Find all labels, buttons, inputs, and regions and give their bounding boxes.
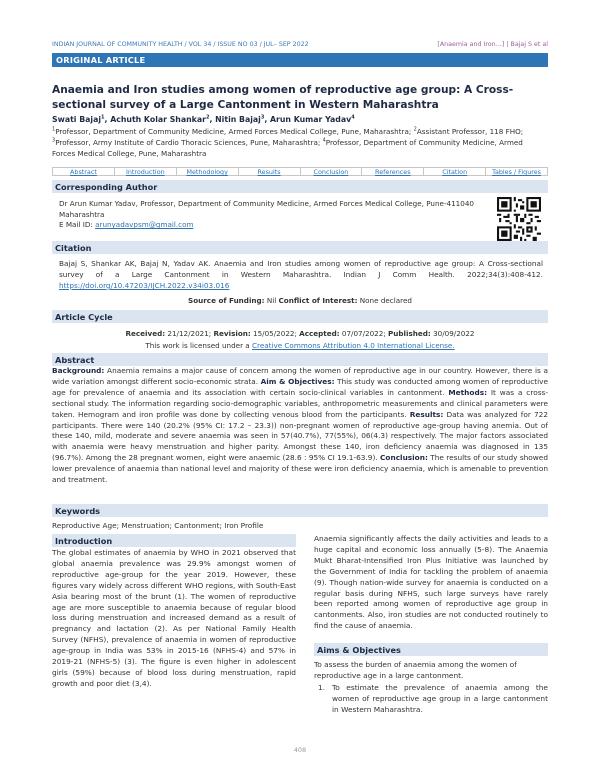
affiliation: Professor, Army Institute of Cardio Thoracic Sciences, Pune, Maharashtra;	[55, 137, 323, 147]
author-name: Arun Kumar Yadav	[270, 115, 352, 124]
citation-body: Bajaj S, Shankar AK, Bajaj N, Yadav AK. Anaemia and Iron studies among women of reproductive age group: A Cross-sectional survey of a Large Cantonment in Western Maharashtra. Indian J Comm Health. 2022;34(3):408-412.	[59, 259, 543, 279]
conflict-value: None declared	[357, 296, 412, 305]
methods-label: Methods:	[448, 387, 488, 397]
background-text: Anaemia remains a major cause of concern among the women of reproductive age in our country. However, there is a wide variation amongst different socio-economic strata.	[52, 366, 548, 386]
running-title: [Anaemia and Iron…] | Bajaj S et al	[437, 41, 548, 48]
keywords-heading: Keywords	[52, 504, 548, 517]
affil-sup: 4	[322, 137, 326, 144]
license-line	[52, 341, 548, 350]
results-text: Data was analyzed for 722 participants. There were 140 (20.2% (95% CI: 17.2 – 23.3)) non-pregnant women of reproductive age-group having anemia. Out of these 140, mild, moderate and severe anaemia was seen in 57(40.7%), 77(55%), 06(4.3) respectively. The major factors associated with anaemia were heavy menstruation and higher parity. Amongst these 140, iron deficiency anaemia was diagnosed in 135 (96.7%). Among the 28 pregnant women, eight were anaemic (28.6 : 95% CI 19.1-63.9).	[52, 409, 548, 463]
aims-heading: Aims & Objectives	[314, 643, 548, 656]
author-sup: 3	[260, 114, 265, 121]
nav-tab-introduction[interactable]: Introduction	[115, 168, 177, 175]
affiliation: Professor, Department of Community Medicine, Armed Forces Medical College, Pune, Maharashtra	[52, 137, 523, 158]
running-header	[52, 41, 548, 51]
nav-tab-conclusion[interactable]: Conclusion	[301, 168, 363, 175]
accepted-label: Accepted:	[299, 329, 340, 338]
corresponding-author-details	[59, 199, 479, 231]
nav-tab-citation[interactable]: Citation	[424, 168, 486, 175]
accepted-date: 07/07/2022;	[339, 329, 389, 338]
background-label: Background:	[52, 366, 105, 375]
methods-text: It was a cross-sectional study. The information regarding socio-demographic variables, anthropometric measurements and clinical parameters were taken. Hemogram and iron profile was done by collecting venous blood from the participants.	[52, 387, 548, 419]
article-title: Anaemia and Iron studies among women of reproductive age group: A Cross-sectional survey of a Large Cantonment in Western Maharashtra	[52, 84, 514, 111]
license-prefix: This work is licensed under a	[145, 341, 252, 350]
affiliation: Assistant Professor, 118 FHO;	[416, 127, 524, 136]
aims-intro: To assess the burden of anaemia among the women of reproductive age in a large cantonment.	[314, 660, 517, 680]
abstract-heading: Abstract	[52, 353, 548, 366]
section-nav	[52, 167, 548, 176]
received-label: Received:	[125, 329, 166, 338]
conclusion-text: The results of our study showed lower prevalence of anaemia than national level and majority of these were iron deficiency anaemia, which is amenable to prevention and treatment.	[52, 453, 548, 485]
author-sup: 2	[205, 114, 210, 121]
page-number: 408	[293, 746, 307, 754]
author-sup: 1	[101, 114, 105, 121]
revision-label: Revision:	[213, 329, 251, 338]
nav-tab-results[interactable]: Results	[239, 168, 301, 175]
introduction-right-column: Anaemia significantly affects the daily activities and leads to a huge capital and economic loss annually (5-8). The Anaemia Mukt Bharat-Intensified Iron Plus Initiative was launched by the Government of India for tackling the problem of anaemia (9). Though nation-wide survey for anaemia is conducted on a regular basis during NFHS, such large surveys have rarely been reported among women of reproductive age group in cantonments. Also, iron studies are not conducted routinely to find the cause of anaemia.	[314, 534, 548, 631]
corresponding-author-heading: Corresponding Author	[52, 180, 548, 193]
author-sup: 4	[351, 114, 355, 121]
qr-code-icon	[497, 197, 541, 241]
article-dates	[52, 329, 548, 338]
affil-sup: 3	[52, 137, 56, 144]
aims-list-number: 1.	[318, 683, 326, 692]
citation-text	[59, 258, 543, 291]
aims-list-text: To estimate the prevalence of anaemia among the women of reproductive age group in a large cantonment in Western Maharashtra.	[332, 683, 548, 714]
journal-info: INDIAN JOURNAL OF COMMUNITY HEALTH / VOL 34 / ISSUE NO 03 / JUL– SEP 2022	[52, 41, 309, 48]
email-link[interactable]: arunyadavpsm@gmail.com	[95, 220, 194, 230]
corresponding-author-address: Dr Arun Kumar Yadav, Professor, Department of Community Medicine, Armed Forces Medical College, Pune-411040 Maharashtra	[59, 199, 474, 219]
nav-tab-methodology[interactable]: Methodology	[177, 168, 239, 175]
published-date: 30/09/2022	[430, 329, 475, 338]
revision-date: 15/05/2022;	[250, 329, 300, 338]
conflict-label: Conflict of Interest:	[278, 296, 358, 305]
author-name: Swati Bajaj	[52, 115, 102, 124]
citation-heading: Citation	[52, 241, 548, 254]
published-label: Published:	[388, 329, 431, 338]
aims-text: This study was conducted among women of reproductive age for prevalence of anaemia and its association with certain socio-clinical variables in cantonment.	[52, 376, 549, 397]
affil-sup: 1	[52, 126, 56, 133]
results-label: Results:	[409, 409, 444, 419]
aims-list-item	[314, 683, 548, 716]
affil-sup: 2	[413, 126, 417, 133]
article-cycle-heading: Article Cycle	[52, 310, 548, 323]
author-name: Nitin Bajaj	[215, 115, 261, 124]
article-type-bar: ORIGINAL ARTICLE	[52, 53, 548, 67]
introduction-left-column: The global estimates of anaemia by WHO in 2021 observed that global anaemia prevalence was 29.9% amongst women of reproductive age-group for the year 2019. However, these figures vary widely across different WHO regions, with South-East Asia bearing most of the brunt (1). The women of reproductive age are more susceptible to anaemia because of regular blood loss during menstruation and increased demand as a result of pregnancy and lactation (2). As per National Family Health Survey (NFHS), prevalence of anaemia in women of reproductive age-group in India was 53% in 2015-16 (NFHS-4) and 57% in 2019-21 (NFHS-5) (3). The figure is even higher in adolescent girls (59%) because of blood loss during menstruation, rapid growth and poor diet (3,4).	[52, 548, 296, 688]
affiliations	[52, 127, 548, 159]
nav-tab-tables-figures[interactable]: Tables / Figures	[492, 168, 542, 176]
author-name: Achuth Kolar Shankar	[110, 115, 206, 124]
introduction-heading: Introduction	[52, 534, 296, 547]
conclusion-label: Conclusion:	[380, 453, 428, 463]
email-label: E Mail ID:	[59, 220, 96, 230]
funding-value: Nil	[264, 296, 279, 305]
aims-label: Aim & Objectives:	[260, 376, 335, 386]
keywords-text: Reproductive Age; Menstruation; Cantonment; Iron Profile	[52, 521, 264, 530]
nav-tab-abstract[interactable]: Abstract	[53, 168, 115, 175]
email-line	[59, 220, 479, 231]
doi-link[interactable]: https://doi.org/10.47203/IJCH.2022.v34i03.016	[59, 281, 230, 290]
affiliation: Professor, Department of Community Medicine, Armed Forces Medical College, Pune, Maharashtra;	[55, 127, 414, 136]
funding-line	[52, 296, 548, 305]
nav-tab-references[interactable]: References	[362, 168, 424, 175]
author-list: Swati Bajaj$^1$, Achuth Kolar Shankar$^2$, Nitin Bajaj$^3$, Arun Kumar Yadav$^4$	[52, 114, 355, 124]
license-link[interactable]: Creative Commons Attribution 4.0 International License.	[252, 341, 455, 350]
received-date: 21/12/2021;	[165, 329, 214, 338]
abstract-body	[52, 366, 548, 486]
funding-label: Source of Funding:	[188, 296, 265, 305]
